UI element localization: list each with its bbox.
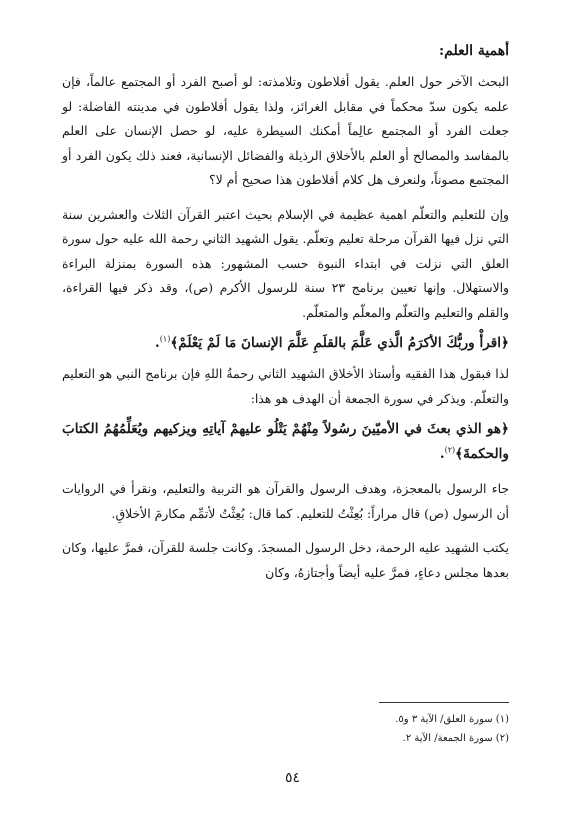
page-body: [62, 40, 509, 585]
footnotes: [62, 710, 509, 748]
footnote-ref-1: (١): [159, 334, 171, 344]
paragraph-prophet-miracle: جاء الرسول بالمعجزة، وهدف الرسول والقرآن هو التربية والتعليم، ونقرأ في الروايات أن الرسول (ص) قال مراراً: بُعِثْتُ للتعليم. كما قال: بُعِثْتُ لأتمِّم مكارمَ الأخلاقِ.: [62, 481, 509, 521]
quote-text: ﴿اقرأْ وربُّكَ الأكرَمُ الَّذي عَلَّمَ بالقلَمِ عَلَّمَ الإنسانَ مَا لَمْ يَعْلَمْ﴾: [170, 335, 509, 351]
paragraph-plato: البحث الآخر حول العلم. يقول أفلاطون وتلامذته: لو أصبح الفرد أو المجتمع عالماً، فإن علمه يكون سدّ محكماً في مقابل الغرائز، ولذا يقول أفلاطون في مدينته الفاضلة: لو جعلت الفرد أو المجتمع عالِماً أمكنك السيطرة عليه، لو حصل الإنسان على العلم بالمفاسد والمصالح أو العلم بالأخلاق الرذيلة والفضائل الإنسانية، فعند ذلك يكون الفرد أو المجتمع مصوناً، ولنعرف هل كلام أفلاطون هذا صحيح أم لا؟: [62, 74, 509, 187]
footnote-1: (١) سورة العلق/ الآية ٣ و٥.: [395, 714, 509, 725]
quote-text: ﴿هو الذي بعثَ في الأميّينَ رسُولاً مِنْهُمْ يَتْلُو عليهمْ آياتِهِ ويزكيهم ويُعَلِّمُهُمُ الكتابَ والحكمةَ﴾: [62, 421, 509, 462]
footnote-ref-2: (٢): [444, 445, 456, 455]
paragraph-mosque-story: يكتب الشهيد عليه الرحمة، دخل الرسول المسجدَ. وكانت جلسة للقرآن، فمرَّ عليها، وكان بعدها مجلس دعاءٍ، فمرَّ عليه أيضاً وأجتازهُ، وكان: [61, 540, 509, 580]
paragraph-shahid-thani: لذا فبقول هذا الفقيه وأستاذ الأخلاق الشهيد الثاني رحمةُ اللهِ فإن برنامج النبي هو التعليم والتعلّم. ويذكر في سورة الجمعة أن الهدف هو هذا:: [62, 366, 509, 406]
page-number: ٥٤: [284, 770, 301, 786]
quran-quote-jumuah: ﴿هو الذي بعثَ في الأميّينَ رسُولاً مِنْهُمْ يَتْلُو عليهمْ آياتِهِ ويزكيهم ويُعَلِّمُهُمُ الكتابَ والحكمةَ﴾$^{(٢)}$.: [62, 421, 509, 462]
paragraph-islam-teaching: وإن للتعليم والتعلّم اهمية عظيمة في الإسلام بحيث اعتبر القرآن الثلاث والعشرين سنة التي نزل فيها القرآن مرحلة تعليم وتعلّم. يقول الشهيد الثاني رحمة الله عليه حول سورة العلق التي نزلت في ابتداء النبوة حسب المشهور: هذه السورة بمنزلة البراءة والاستهلال. وإنها تعيين برنامج ٢٣ سنة للرسول الأكرم (ص)، وقد ذكر فيها القراءة، والقلم والتعليم والتعلّم والمعلّم والمتعلّم.: [62, 206, 510, 320]
footnote-divider: [379, 702, 509, 703]
quran-quote-alaq: ﴿اقرأْ وربُّكَ الأكرَمُ الَّذي عَلَّمَ بالقلَمِ عَلَّمَ الإنسانَ مَا لَمْ يَعْلَمْ﴾$^{(١)}$.: [155, 334, 509, 351]
section-heading: أهمية العلم:: [439, 43, 509, 59]
footnote-2: (٢) سورة الجمعة/ الآية ٢.: [402, 733, 509, 744]
